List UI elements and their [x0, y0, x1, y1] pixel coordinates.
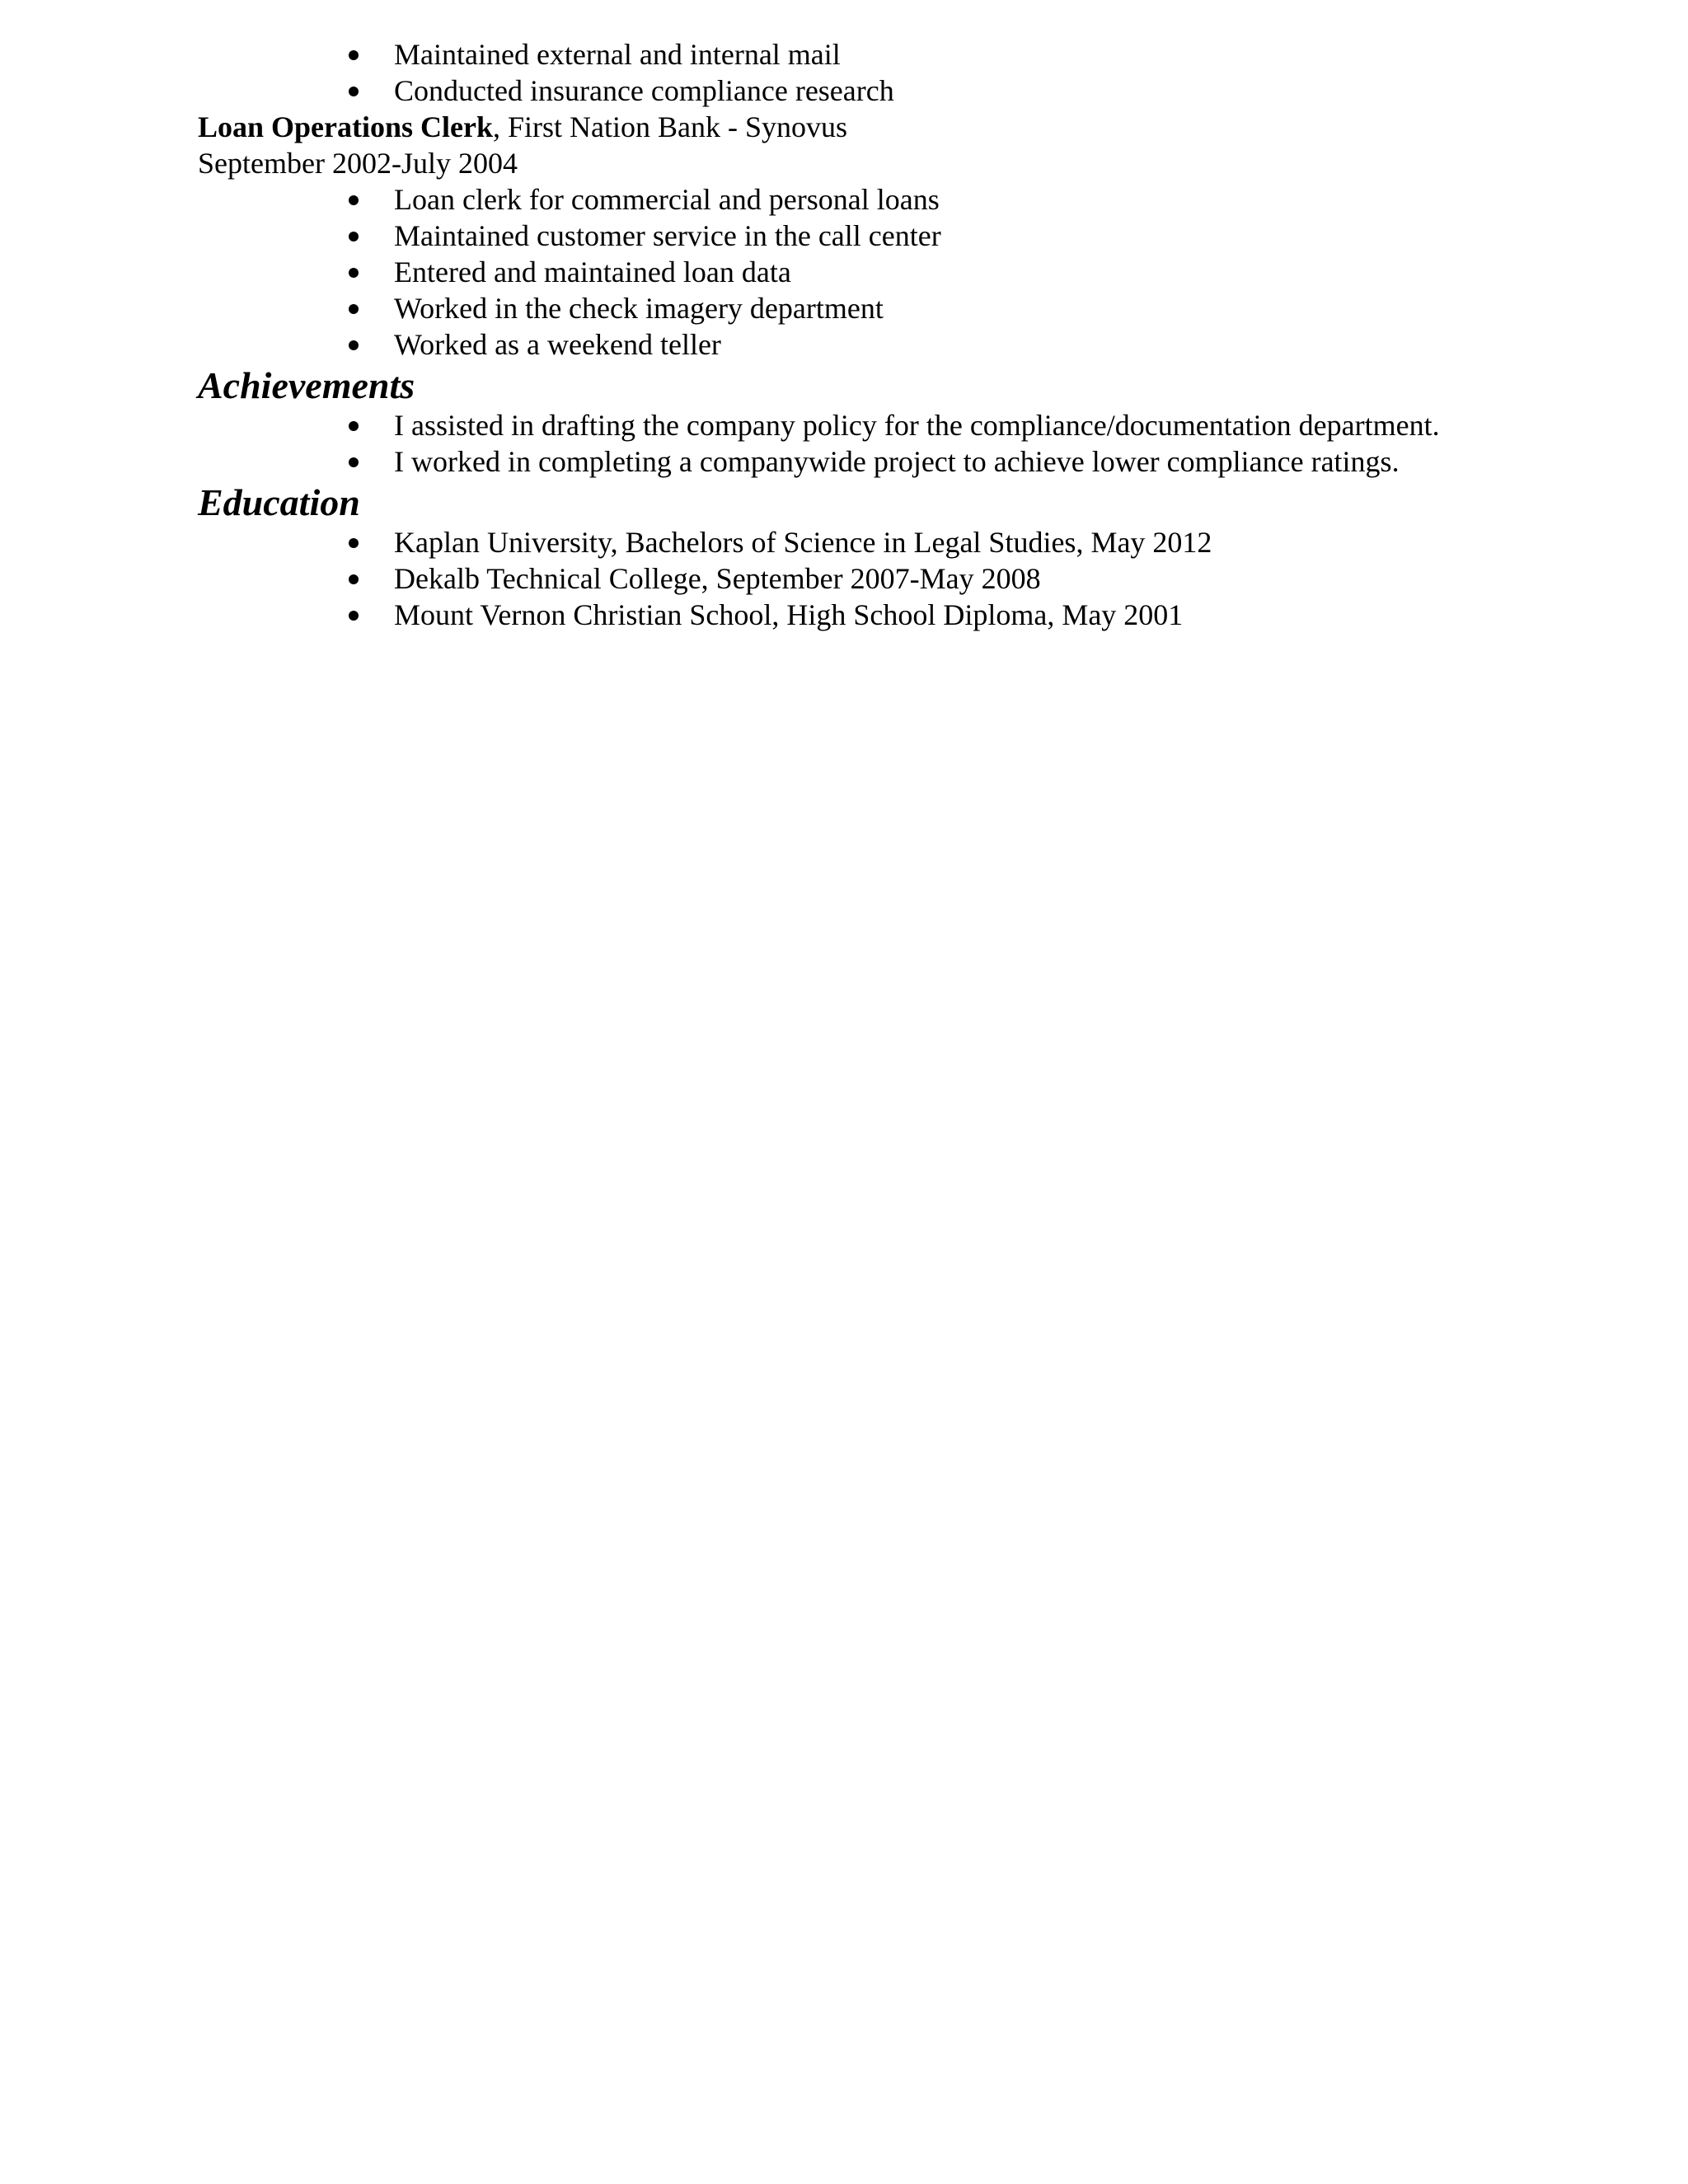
job-dates: September 2002-July 2004 [198, 147, 518, 180]
list-item: Kaplan University, Bachelors of Science in Legal Studies, May 2012 [394, 524, 1599, 560]
list-item: I assisted in drafting the company policy for the compliance/documentation department. [394, 407, 1599, 443]
bullet-icon [349, 611, 359, 621]
bullet-icon [349, 195, 359, 205]
loan-job-duties [198, 181, 1599, 363]
achievements-heading: Achievements [198, 364, 415, 406]
previous-job-duties [198, 36, 1599, 109]
bullet-icon [349, 421, 359, 431]
education-list [198, 524, 1599, 633]
resume-content [198, 36, 1599, 633]
bullet-icon [349, 232, 359, 241]
list-item: Entered and maintained loan data [394, 254, 1599, 290]
achievements-list [198, 407, 1599, 480]
job-employer: , First Nation Bank - Synovus [493, 110, 848, 143]
list-item: Dekalb Technical College, September 2007-May 2008 [394, 560, 1599, 597]
job-title: Loan Operations Clerk [198, 110, 494, 143]
education-heading: Education [198, 481, 360, 523]
bullet-icon [349, 457, 359, 467]
list-item: Worked as a weekend teller [394, 326, 1599, 363]
bullet-icon [349, 87, 359, 96]
list-item: I worked in completing a companywide project to achieve lower compliance ratings. [394, 443, 1599, 480]
bullet-icon [349, 538, 359, 548]
list-item: Worked in the check imagery department [394, 290, 1599, 326]
bullet-icon [349, 340, 359, 350]
list-item: Maintained external and internal mail [394, 36, 1599, 73]
loan-job-heading [198, 109, 1599, 145]
list-item: Conducted insurance compliance research [394, 73, 1599, 109]
list-item: Maintained customer service in the call center [394, 218, 1599, 254]
bullet-icon [349, 268, 359, 278]
list-item: Loan clerk for commercial and personal loans [394, 181, 1599, 218]
bullet-icon [349, 574, 359, 584]
bullet-icon [349, 50, 359, 60]
list-item: Mount Vernon Christian School, High School Diploma, May 2001 [394, 597, 1599, 633]
bullet-icon [349, 304, 359, 314]
